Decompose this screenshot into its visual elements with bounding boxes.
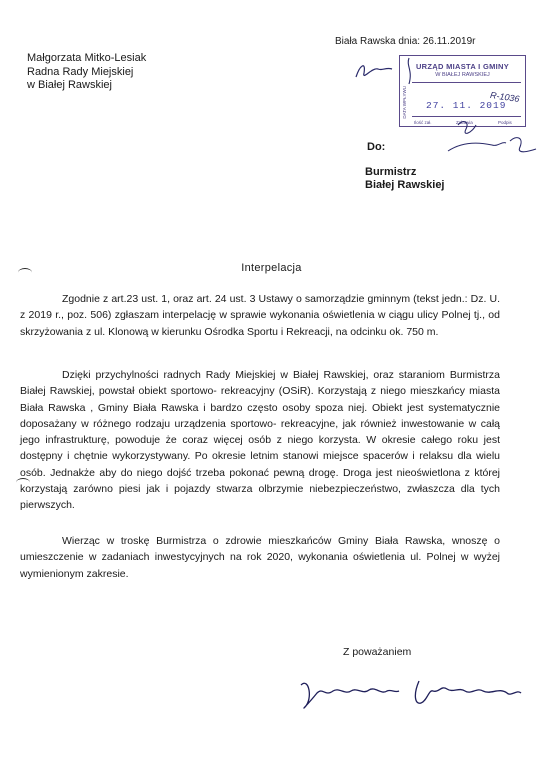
sender-name: Małgorzata Mitko-Lesiak [27,52,147,64]
stamp-attachments-label: Ilość zał. [414,120,432,125]
closing-phrase: Z poważaniem [343,646,412,658]
document-title: Interpelacja [241,262,302,274]
to-label: Do: [367,141,386,153]
recipient-block [365,166,445,192]
stamp-office: URZĄD MIASTA I GMINY [415,62,510,71]
handwritten-initial [352,55,402,85]
paragraph-2 [20,367,500,514]
stamp-signature-label: Podpis [498,120,512,125]
sender-place: w Białej Rawskiej [27,79,112,91]
stamp-date-label: DATA WPŁYWU [402,86,407,119]
paragraph-2-text: Dzięki przychylności radnych Rady Miejskiej w Białej Rawskiej, oraz staraniom Burmistrza Białej Rawskiej, powstał obiekt sportowo- rekreacyjny (OSiR). Korzystają z niego mieszkańcy miasta Biała Rawska , Gminy Biała Rawska i bardzo często osoby spoza niej. Obiekt jest systematycznie doposażany w różnego rodzaju urządzenia sportowo- rekreacyjne, jak również inwestowanie w całą jego infrastrukturę, powoduje że coraz więcej osób z niego korzysta. W okresie całego roku jest dostępny i chętnie wykorzystywany. Po okresie letnim stanowi miejsce spacerów i relaksu dla wielu osób. Jednakże aby do niego dojść trzeba pokonać pewną drogę. Droga jest nieoświetlona z której korzystają zarówno piesi jak i pojazdy stwarza olbrzymie niebezpieczeństwo, zwłaszcza dla tych pierwszych. [20,369,500,512]
sender-block [27,52,146,93]
paragraph-1-text: Zgodnie z art.23 ust. 1, oraz art. 24 ust. 3 Ustawy o samorządzie gminnym (tekst jedn.: Dz. U. z 2019 r., poz. 506) zgłaszam interpelację w sprawie wykonania oświetlenia w ciągu ulicy Polnej tj., od skrzyżowania z ul. Klonową w kierunku Ośrodka Sportu i Rekreacji, na odcinku ok. 750 m. [20,293,500,338]
stamp-handles-label: Załatwia [456,120,473,125]
place-date: Biała Rawska dnia: 26.11.2019r [335,36,476,47]
recipient-place: Białej Rawskiej [365,179,445,191]
stamp-office-place: W BIAŁEJ RAWSKIEJ [435,72,490,78]
handwritten-initials-on-stamp [440,115,540,165]
handwritten-signature [295,673,525,713]
punch-hole-mark [16,478,30,487]
sender-role: Radna Rady Miejskiej [27,65,134,78]
punch-hole-mark [18,268,32,277]
paragraph-1 [20,291,500,340]
paragraph-3-text: Wierząc w troskę Burmistrza o zdrowie mieszkańców Gminy Biała Rawska, wnoszę o umieszczenie w zadaniach inwestycyjnych na rok 2020, wykonania oświetlenia ul. Polnej w wyżej wymienionym zakresie. [20,535,500,580]
paragraph-3 [20,533,500,582]
stamp-annotation: R-1036 [489,89,521,105]
recipient-title: Burmistrz [365,166,417,178]
stamp-date: 27. 11. 2019 [426,100,507,111]
